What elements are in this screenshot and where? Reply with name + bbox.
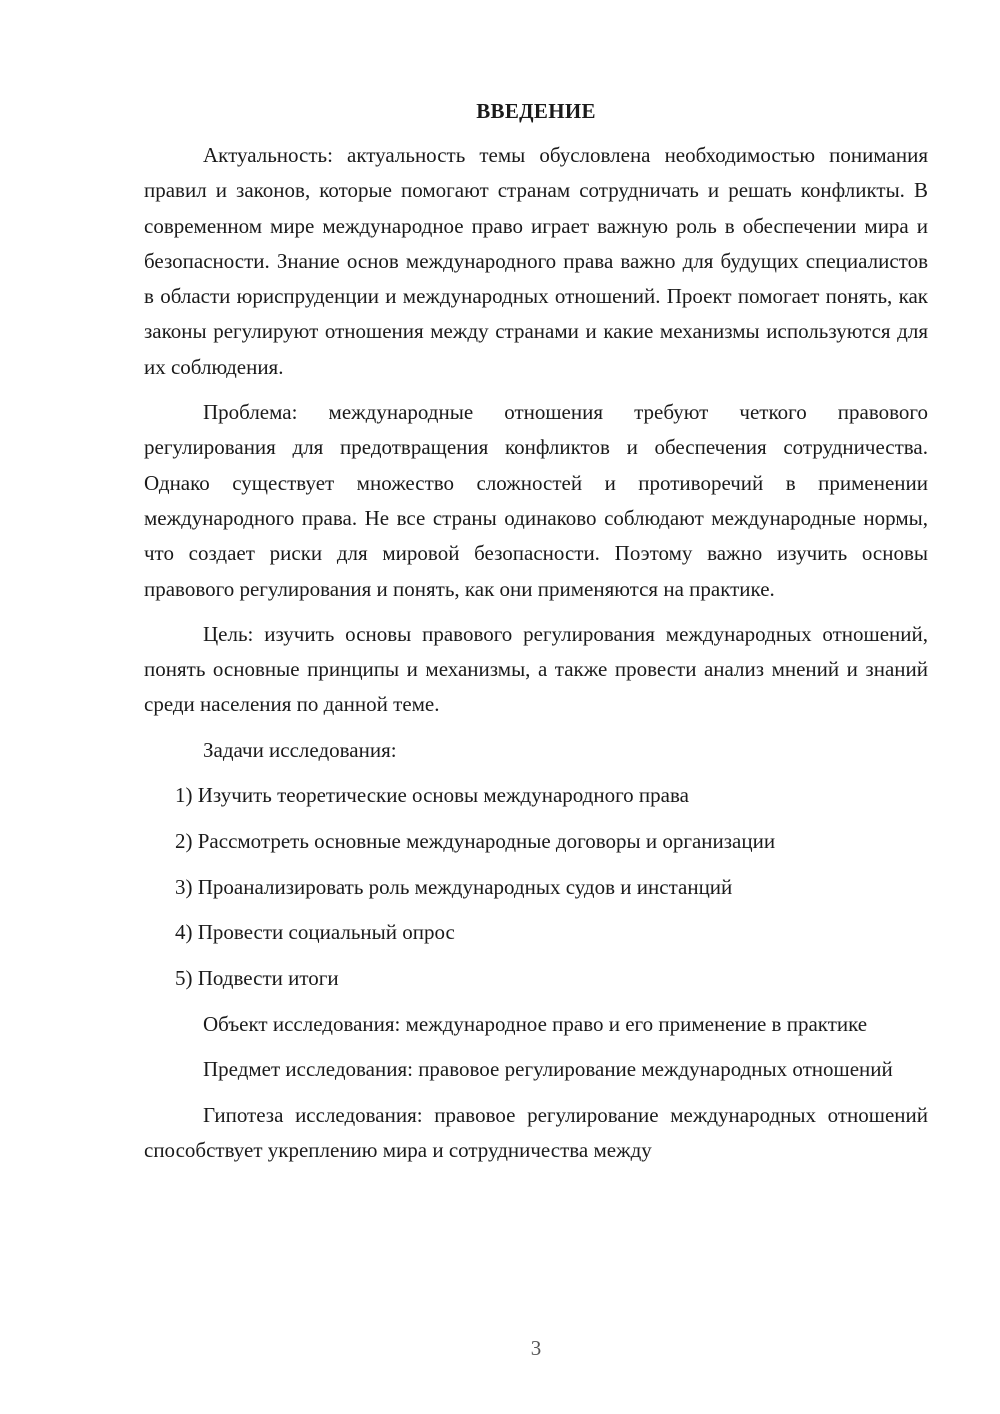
list-item: 1) Изучить теоретические основы международного права — [175, 783, 689, 808]
list-item: 2) Рассмотреть основные международные договоры и организации — [175, 828, 776, 853]
tasks-heading: Задачи исследования: — [203, 737, 397, 762]
paragraph-hypothesis: Гипотеза исследования: правовое регулирование международных отношений способствует укреплению мира и сотрудничества между — [144, 1102, 928, 1162]
paragraph-problem: Проблема: международные отношения требуют четкого правового регулирования для предотвращения конфликтов и обеспечения сотрудничества. Однако существует множество сложностей и противоречий в применении международного права. Не все страны одинаково соблюдают международные нормы, что создает риски для мировой безопасности. Поэтому важно изучить основы правового регулирования и понять, как они применяются на практике. — [144, 400, 928, 601]
list-item: 5) Подвести итоги — [175, 966, 339, 991]
list-item: 4) Провести социальный опрос — [175, 920, 455, 945]
tasks-list — [144, 778, 928, 996]
paragraph-object: Объект исследования: международное право и его применение в практике — [203, 1012, 868, 1037]
section-title: ВВЕДЕНИЕ — [476, 99, 596, 123]
page-content — [144, 96, 928, 1178]
paragraph-subject: Предмет исследования: правовое регулирование международных отношений — [203, 1057, 893, 1082]
paragraph-goal: Цель: изучить основы правового регулирования международных отношений, понять основные принципы и механизмы, а также провести анализ мнений и знаний среди населения по данной теме. — [144, 621, 928, 717]
paragraph-relevance: Актуальность: актуальность темы обусловлена необходимостью понимания правил и законов, которые помогают странам сотрудничать и решать конфликты. В современном мире международное право играет важную роль в обеспечении мира и безопасности. Знание основ международного права важно для будущих специалистов в области юриспруденции и международных отношений. Проект помогает понять, как законы регулируют отношения между странами и какие механизмы используются для их соблюдения. — [144, 143, 928, 379]
list-item: 3) Проанализировать роль международных судов и инстанций — [175, 874, 733, 899]
page-number: 3 — [530, 1336, 542, 1360]
